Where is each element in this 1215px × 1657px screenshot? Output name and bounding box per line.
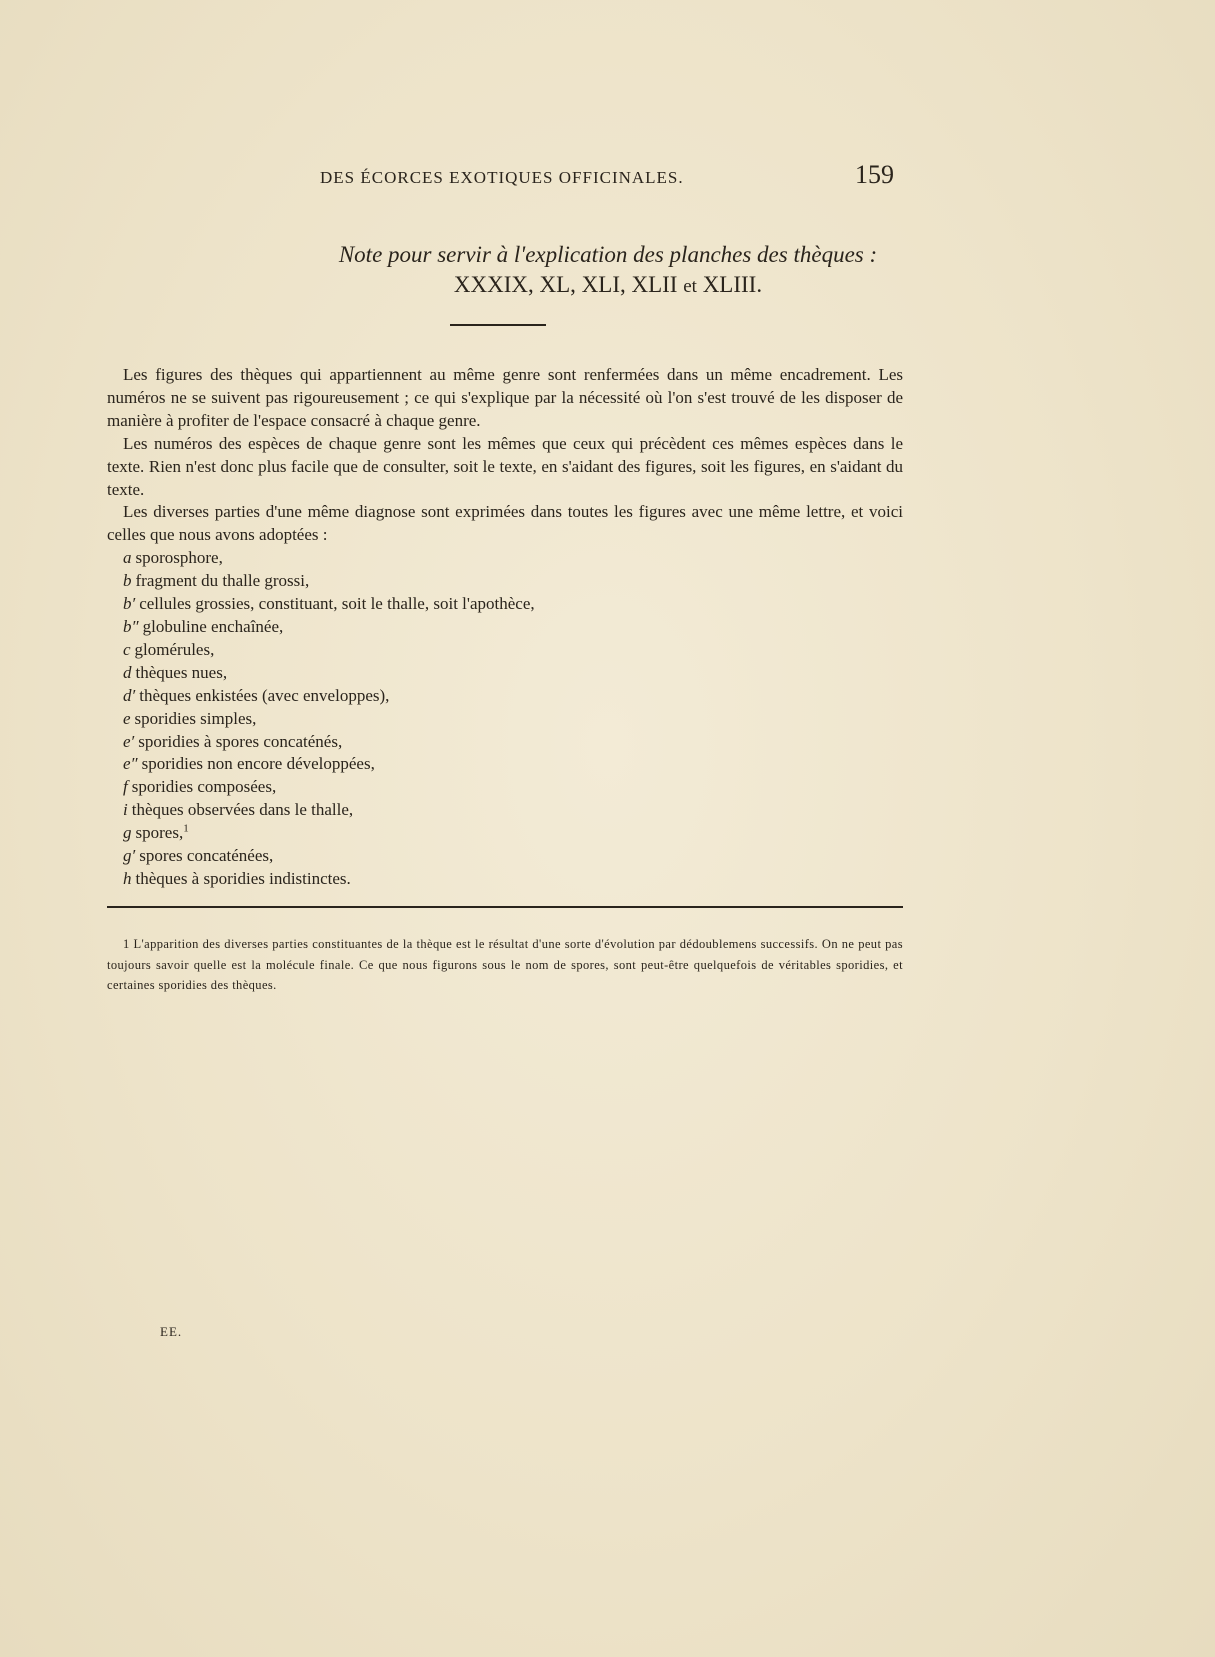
legend-key: d′ xyxy=(123,685,136,705)
paragraph: Les figures des thèques qui appartiennent au même genre sont renfermées dans un même encadrement. Les numéros ne se suivent pas rigoureusement ; ce qui s'explique par la nécessité où l'on s'est trouvé de les disposer de manière à profiter de l'espace consacré à chaque genre. xyxy=(107,365,903,430)
footnote-rule xyxy=(107,906,903,908)
legend-item xyxy=(123,753,903,776)
legend-text: spores, xyxy=(135,823,184,843)
legend-text: glomérules, xyxy=(134,639,215,659)
legend-item xyxy=(123,822,903,845)
legend-key: f xyxy=(123,777,128,797)
legend-text: thèques observées dans le thalle, xyxy=(131,800,354,820)
legend-key: g xyxy=(123,823,132,843)
legend-item xyxy=(123,776,903,799)
legend-item xyxy=(123,639,903,662)
plates-conjunction: et xyxy=(683,276,697,297)
legend-item xyxy=(123,731,903,754)
legend-item xyxy=(123,662,903,685)
legend-key: b xyxy=(123,571,132,591)
legend-item xyxy=(123,685,903,708)
body-text xyxy=(107,364,903,891)
letter-legend xyxy=(107,547,903,891)
legend-item xyxy=(123,799,903,822)
legend-key: i xyxy=(123,800,128,820)
legend-item xyxy=(123,845,903,868)
note-title: Note pour servir à l'explication des planches des thèques : xyxy=(338,242,878,267)
legend-item xyxy=(123,868,903,891)
legend-text: cellules grossies, constituant, soit le thalle, soit l'apothèce, xyxy=(139,594,535,614)
legend-text: globuline enchaînée, xyxy=(142,616,284,636)
legend-item xyxy=(123,616,903,639)
legend-item xyxy=(123,708,903,731)
legend-key: c xyxy=(123,639,131,659)
running-head: DES ÉCORCES EXOTIQUES OFFICINALES. xyxy=(320,168,684,187)
paragraph: Les diverses parties d'une même diagnose sont exprimées dans toutes les figures avec une même lettre, et voici celles que nous avons adoptées : xyxy=(107,502,903,545)
legend-text: thèques nues, xyxy=(135,662,228,682)
legend-text: sporidies simples, xyxy=(134,708,257,728)
legend-key: g′ xyxy=(123,846,136,866)
legend-text: sporosphore, xyxy=(135,548,223,568)
legend-text: fragment du thalle grossi, xyxy=(135,571,310,591)
legend-text: sporidies composées, xyxy=(131,777,277,797)
plates-list: XXXIX, XL, XLI, XLII xyxy=(453,272,678,297)
legend-text: sporidies non encore développées, xyxy=(141,754,375,774)
legend-item xyxy=(123,547,903,570)
legend-text: thèques enkistées (avec enveloppes), xyxy=(139,685,390,705)
legend-text: thèques à sporidies indistinctes. xyxy=(135,868,351,888)
title-rule xyxy=(450,324,546,326)
paragraph: Les numéros des espèces de chaque genre sont les mêmes que ceux qui précèdent ces mêmes espèces dans le texte. Rien n'est donc plus facile que de consulter, soit le texte, en s'aidant des figures, soit les figures, en s'aidant du texte. xyxy=(107,433,903,499)
legend-key: e xyxy=(123,708,131,728)
footnote-text: 1 L'apparition des diverses parties constituantes de la thèque est le résultat d'une sorte d'évolution par dédoublemens successifs. On ne peut pas toujours savoir quelle est la molécule finale. Ce que nous figurons sous le nom de spores, sont peut-être quelquefois de véritables sporidies, et certaines sporidies des thèques. xyxy=(107,937,903,992)
legend-key: h xyxy=(123,868,132,888)
legend-text: sporidies à spores concaténés, xyxy=(138,731,343,751)
legend-item xyxy=(123,570,903,593)
legend-key: d xyxy=(123,662,132,682)
legend-text: spores concaténées, xyxy=(139,846,274,866)
legend-key: b′ xyxy=(123,594,136,614)
legend-key: e″ xyxy=(123,754,138,774)
legend-item xyxy=(123,593,903,616)
legend-key: e′ xyxy=(123,731,135,751)
page-number: 159 xyxy=(855,160,894,189)
plates-line xyxy=(108,270,1108,302)
plates-last: XLIII. xyxy=(702,272,763,297)
legend-key: a xyxy=(123,548,132,568)
legend-key: b″ xyxy=(123,616,139,636)
footnote-ref: 1 xyxy=(183,822,189,835)
footnote xyxy=(107,934,903,996)
signature-mark: EE. xyxy=(160,1324,183,1339)
